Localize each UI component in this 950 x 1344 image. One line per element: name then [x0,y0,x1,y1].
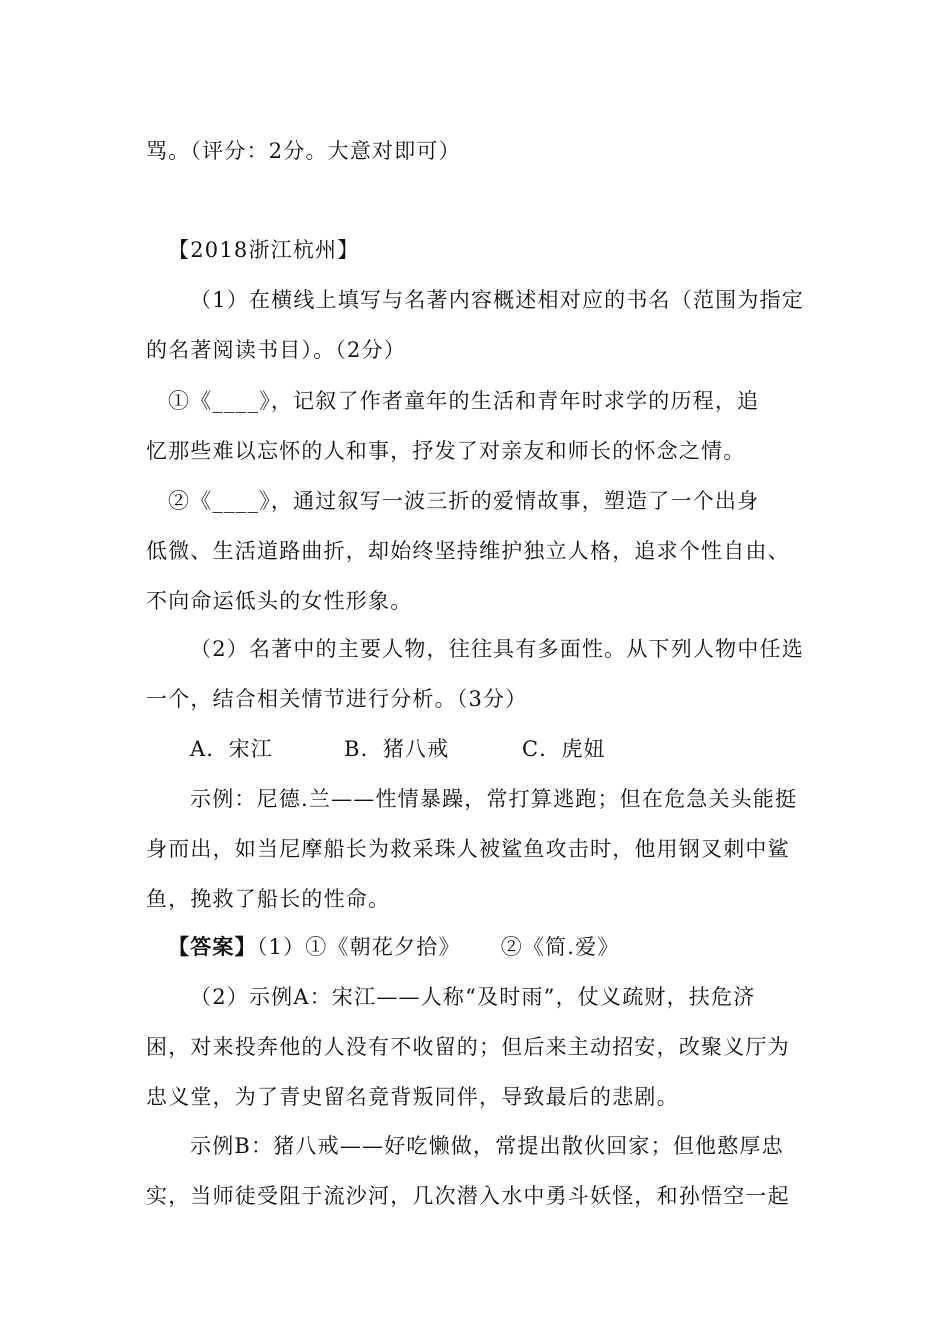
question-2-line-1: （2）名著中的主要人物，往往具有多面性。从下列人物中任选 [190,637,804,661]
answer-b-line-2: 实，当师徒受阻于流沙河，几次潜入水中勇斗妖怪，和孙悟空一起 [146,1184,790,1208]
question-2-line-2: 一个，结合相关情节进行分析。（3分） [146,687,528,711]
option-a: A．宋江 [190,737,273,761]
answer-line [168,932,620,962]
example-line-3: 鱼，挽救了船长的性命。 [146,887,391,911]
question-1-line-2: 的名著阅读书目）。（2分） [146,338,406,362]
question-1-line-1: （1）在横线上填写与名著内容概述相对应的书名（范围为指定 [190,288,804,312]
answer-a-line-2: 困，对来投奔他的人没有不收留的；但后来主动招安，改聚义厅为 [146,1035,790,1059]
intro-tail-text: 骂。（评分：2分。大意对即可） [146,139,461,163]
example-line-1: 示例：尼德.兰——性情暴躁，常打算逃跑；但在危急关头能挺 [190,787,798,811]
answer-q1b: ②《简.爱》 [500,935,620,959]
question-1a-line-1: ①《____》，记叙了作者童年的生活和青年时求学的历程，追 [168,389,760,413]
answer-label: 【答案】 [168,934,257,959]
answer-a-line-1: （2）示例A：宋江——人称“及时雨”，仗义疏财，扶危济 [190,985,756,1009]
answer-q1: （1）①《朝花夕拾》 [256,935,461,959]
question-1a-line-2: 忆那些难以忘怀的人和事，抒发了对亲友和师长的怀念之情。 [146,439,746,463]
option-c: C．虎妞 [522,737,606,761]
option-b: B．猪八戒 [344,737,450,761]
question-1b-line-3: 不向命运低头的女性形象。 [146,589,413,613]
question-1b-line-1: ②《____》，通过叙写一波三折的爱情故事，塑造了一个出身 [168,489,760,513]
question-1b-line-2: 低微、生活道路曲折，却始终坚持维护独立人格，追求个性自由、 [146,539,790,563]
answer-a-line-3: 忠义堂，为了青史留名竟背叛同伴，导致最后的悲剧。 [146,1085,679,1109]
section-heading: 【2018浙江杭州】 [168,238,360,262]
answer-b-line-1: 示例B：猪八戒——好吃懒做，常提出散伙回家；但他憨厚忠 [190,1134,784,1158]
example-line-2: 身而出，如当尼摩船长为救采珠人被鲨鱼攻击时，他用钢叉刺中鲨 [146,837,790,861]
